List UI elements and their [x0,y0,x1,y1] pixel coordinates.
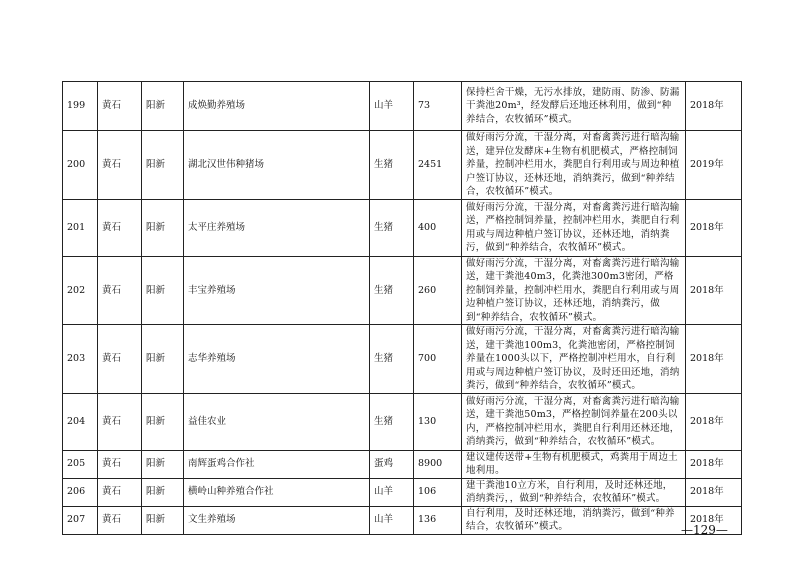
quantity-cell: 73 [414,82,462,131]
measures-cell: 保持栏舍干燥，无污水排放，建防雨、防渗、防漏干粪池20m³，经发酵后还地还林利用，做到“种养结合，农牧循环”模式。 [462,82,686,131]
measures-cell: 做好雨污分流，干湿分离，对畜禽粪污进行暗沟输送，建异位发酵床+生物有机肥模式，严格控制饲养量，控制冲栏用水，粪肥自行利用或与周边种植户签订协议，还林还地，消纳粪污，做到“种养结合，农牧循环”模式。 [462,131,686,200]
county-cell: 阳新 [142,478,184,506]
quantity-cell: 400 [414,199,462,256]
county-cell: 阳新 [142,199,184,256]
city-cell: 黄石 [98,82,142,131]
row-number: 201 [63,199,98,256]
table-row [63,506,742,534]
quantity-cell: 8900 [414,450,462,478]
year-cell: 2018年 [686,478,742,506]
table-row [63,82,742,131]
county-cell: 阳新 [142,82,184,131]
farm-name-cell: 横岭山种养殖合作社 [184,478,370,506]
city-cell: 黄石 [98,393,142,450]
farm-name-cell: 益佳农业 [184,393,370,450]
year-cell: 2018年 [686,199,742,256]
table-row [63,131,742,200]
quantity-cell: 260 [414,256,462,325]
county-cell: 阳新 [142,325,184,394]
measures-cell: 做好雨污分流，干湿分离，对畜禽粪污进行暗沟输送，严格控制饲养量，控制冲栏用水，粪肥自行利用或与周边种植户签订协议，还林还地，消纳粪污，做到“种养结合，农牧循环”模式。 [462,199,686,256]
measures-cell: 做好雨污分流，干湿分离，对畜禽粪污进行暗沟输送，建干粪池40m3，化粪池300m3密闭，严格控制饲养量，控制冲栏用水，粪肥自行利用或与周边种植户签订协议，还林还地，消纳粪污，做到“种养结合，农牧循环”模式。 [462,256,686,325]
year-cell: 2018年 [686,393,742,450]
table-row [63,256,742,325]
county-cell: 阳新 [142,393,184,450]
quantity-cell: 136 [414,506,462,534]
row-number: 205 [63,450,98,478]
quantity-cell: 130 [414,393,462,450]
row-number: 199 [63,82,98,131]
measures-cell: 做好雨污分流，干湿分离，对畜禽粪污进行暗沟输送，建干粪池50m3，严格控制饲养量在200头以内，严格控制冲栏用水，粪肥自行利用还林还地，消纳粪污，做到“种养结合，农牧循环”模式。 [462,393,686,450]
row-number: 203 [63,325,98,394]
quantity-cell: 2451 [414,131,462,200]
year-cell: 2018年 [686,506,742,534]
city-cell: 黄石 [98,506,142,534]
quantity-cell: 700 [414,325,462,394]
city-cell: 黄石 [98,256,142,325]
table-row [63,325,742,394]
county-cell: 阳新 [142,450,184,478]
county-cell: 阳新 [142,256,184,325]
livestock-type-cell: 生猪 [370,199,414,256]
table-row [63,478,742,506]
row-number: 200 [63,131,98,200]
measures-cell: 建议建传送带+生物有机肥模式，鸡粪用于周边土地利用。 [462,450,686,478]
county-cell: 阳新 [142,131,184,200]
city-cell: 黄石 [98,199,142,256]
row-number: 204 [63,393,98,450]
table-row [63,393,742,450]
livestock-type-cell: 山羊 [370,506,414,534]
farm-name-cell: 南辉蛋鸡合作社 [184,450,370,478]
farm-name-cell: 湖北汉世伟种猪场 [184,131,370,200]
year-cell: 2018年 [686,325,742,394]
livestock-type-cell: 生猪 [370,393,414,450]
livestock-type-cell: 山羊 [370,82,414,131]
year-cell: 2019年 [686,131,742,200]
city-cell: 黄石 [98,325,142,394]
page-number: —129— [681,523,728,537]
year-cell: 2018年 [686,82,742,131]
farm-name-cell: 志华养殖场 [184,325,370,394]
livestock-type-cell: 生猪 [370,131,414,200]
city-cell: 黄石 [98,131,142,200]
measures-cell: 自行利用，及时还林还地，消纳粪污，做到“种养结合，农牧循环”模式。 [462,506,686,534]
city-cell: 黄石 [98,450,142,478]
livestock-type-cell: 生猪 [370,325,414,394]
livestock-type-cell: 生猪 [370,256,414,325]
measures-cell: 做好雨污分流，干湿分离，对畜禽粪污进行暗沟输送，建干粪池100m3，化粪池密闭，严格控制饲养量在1000头以下，严格控制冲栏用水，自行利用或与周边种植户签订协议，及时还田还地，消纳粪污，做到“种养结合，农牧循环”模式。 [462,325,686,394]
farm-name-cell: 丰宝养殖场 [184,256,370,325]
livestock-type-cell: 蛋鸡 [370,450,414,478]
year-cell: 2018年 [686,450,742,478]
county-cell: 阳新 [142,506,184,534]
row-number: 202 [63,256,98,325]
farm-records-table [62,81,742,535]
quantity-cell: 106 [414,478,462,506]
row-number: 207 [63,506,98,534]
farm-name-cell: 文生养殖场 [184,506,370,534]
row-number: 206 [63,478,98,506]
city-cell: 黄石 [98,478,142,506]
year-cell: 2018年 [686,256,742,325]
livestock-type-cell: 山羊 [370,478,414,506]
farm-name-cell: 成焕勤养殖场 [184,82,370,131]
measures-cell: 建干粪池10立方米，自行利用，及时还林还地，消纳粪污，，做到“种养结合，农牧循环”模式。 [462,478,686,506]
table-row [63,199,742,256]
records-body [63,82,742,535]
farm-name-cell: 太平庄养殖场 [184,199,370,256]
table-row [63,450,742,478]
